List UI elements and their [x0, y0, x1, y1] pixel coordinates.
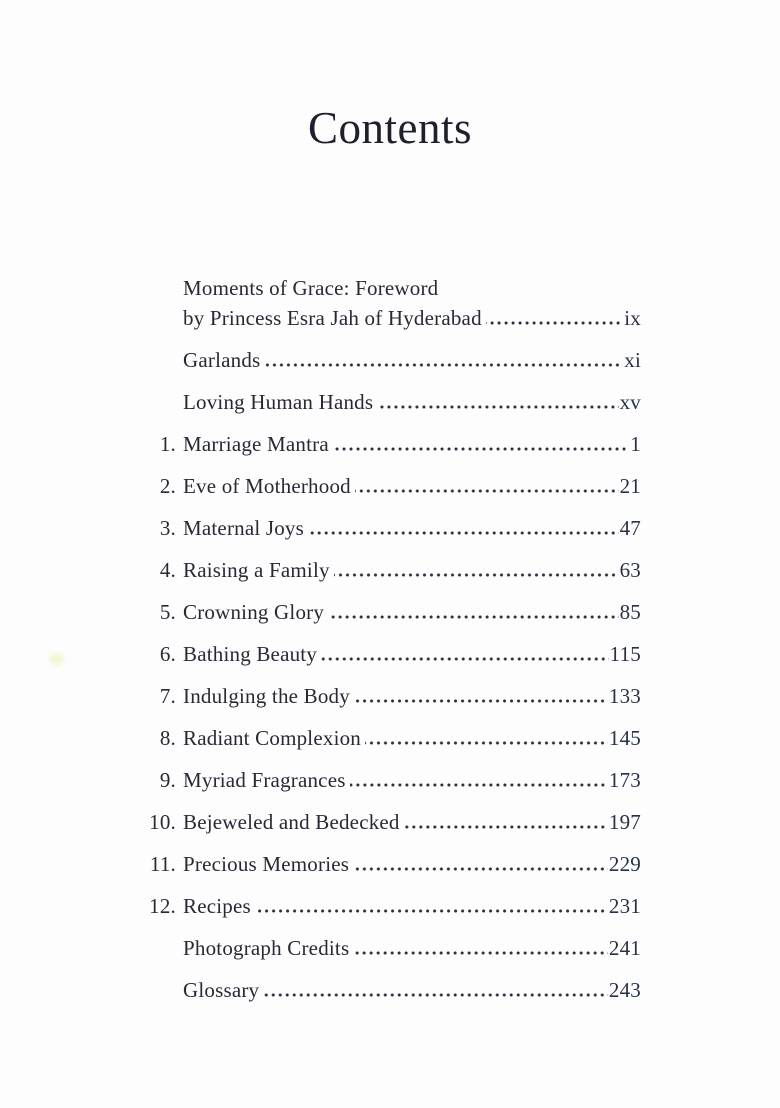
toc-entry-label: Garlands: [183, 348, 261, 372]
toc-dot-leader: [328, 615, 619, 619]
toc-entry-label: Photograph Credits: [183, 936, 350, 960]
toc-page-number: xv: [619, 390, 641, 414]
toc-entry-label: Radiant Complexion: [183, 726, 361, 750]
toc-dot-leader: [354, 699, 608, 703]
toc-page-number: 133: [608, 684, 641, 708]
toc-entry-line: [145, 643, 641, 665]
toc-entry: [145, 895, 641, 917]
toc-page-number: 63: [619, 558, 641, 582]
toc-page-number: 145: [608, 726, 641, 750]
toc-entry-label: Crowning Glory: [183, 600, 325, 624]
toc-page-number: 21: [619, 474, 641, 498]
toc-dot-leader: [353, 867, 608, 871]
toc-entry-line: [145, 475, 641, 497]
toc-page-number: xi: [624, 348, 641, 372]
toc-entry-number: 10.: [149, 810, 176, 834]
toc-entry-number: 8.: [159, 726, 176, 750]
toc-dot-leader: [365, 741, 608, 745]
toc-entry-number: 11.: [149, 852, 176, 876]
toc-entry-line: [145, 727, 641, 749]
toc-page-number: 231: [608, 894, 641, 918]
toc-entry: [145, 811, 641, 833]
toc-dot-leader: [404, 825, 608, 829]
toc-entry-line: [145, 853, 641, 875]
toc-page-number: 47: [619, 516, 641, 540]
toc-dot-leader: [263, 993, 608, 997]
toc-entry: [145, 979, 641, 1001]
toc-entry-label: Indulging the Body: [183, 684, 350, 708]
toc-entry-label: Marriage Mantra: [183, 432, 329, 456]
toc-entry-line: [145, 685, 641, 707]
toc-entry-line: [145, 895, 641, 917]
toc-entry-label: Bathing Beauty: [183, 642, 318, 666]
toc-dot-leader: [350, 783, 608, 787]
toc-entry-label: Bejeweled and Bedecked: [183, 810, 400, 834]
toc-entry-label: Glossary: [183, 978, 260, 1002]
toc-dot-leader: [486, 321, 623, 325]
toc-entry-number: 5.: [159, 600, 176, 624]
toc-entry-label: by Princess Esra Jah of Hyderabad: [183, 306, 482, 330]
toc-entry-line: [145, 979, 641, 1001]
toc-entry-number: 9.: [159, 768, 176, 792]
toc-entry-line: [145, 433, 641, 455]
scan-smudge: [46, 650, 68, 668]
toc-entry: [145, 475, 641, 497]
toc-entry: [145, 433, 641, 455]
toc-page-number: 243: [608, 978, 641, 1002]
toc-page-number: 229: [608, 852, 641, 876]
toc-page-number: 85: [619, 600, 641, 624]
toc-dot-leader: [353, 951, 608, 955]
toc-dot-leader: [355, 489, 619, 493]
toc-entry: [145, 277, 641, 329]
toc-dot-leader: [264, 363, 623, 367]
toc-entry: [145, 853, 641, 875]
toc-entry: [145, 769, 641, 791]
toc-entry-number: 4.: [159, 558, 176, 582]
toc-page-number: 197: [608, 810, 641, 834]
toc-entry: [145, 559, 641, 581]
toc-page-number: ix: [624, 306, 641, 330]
page-title: Contents: [307, 103, 472, 153]
toc-entry-line: [145, 937, 641, 959]
toc-entry-number: 1.: [159, 432, 176, 456]
toc-entry-number: 6.: [159, 642, 176, 666]
toc-entry: [145, 349, 641, 371]
toc-entry-label: Eve of Motherhood: [183, 474, 351, 498]
toc-entry: [145, 643, 641, 665]
toc-chapters: [145, 433, 641, 917]
toc-entry-line: [145, 349, 641, 371]
toc-entry-label: Recipes: [183, 894, 251, 918]
toc-entry-label: Maternal Joys: [183, 516, 304, 540]
toc-entry-number: 12.: [149, 894, 176, 918]
toc-entry-number: 7.: [159, 684, 176, 708]
toc-entry: [145, 727, 641, 749]
toc-dot-leader: [321, 657, 609, 661]
toc-dot-leader: [377, 405, 618, 409]
toc-entry-label: Myriad Fragrances: [183, 768, 346, 792]
toc-entry-line: [145, 559, 641, 581]
table-of-contents: [145, 277, 641, 1021]
toc-entry-label: Loving Human Hands: [183, 390, 374, 414]
toc-entry: [145, 391, 641, 413]
toc-entry-number: 3.: [159, 516, 176, 540]
toc-entry-line: [145, 769, 641, 791]
toc-page-number: 241: [608, 936, 641, 960]
toc-entry-line: [145, 391, 641, 413]
toc-entry: [145, 517, 641, 539]
toc-entry-label: Raising a Family: [183, 558, 330, 582]
toc-dot-leader: [334, 573, 619, 577]
toc-entry: [145, 601, 641, 623]
toc-dot-leader: [333, 447, 629, 451]
toc-entry-line: [145, 601, 641, 623]
toc-entry: [145, 685, 641, 707]
toc-dot-leader: [255, 909, 608, 913]
toc-entry-label: Moments of Grace: Foreword: [183, 276, 439, 300]
toc-entry-line: [145, 517, 641, 539]
toc-page-number: 115: [609, 642, 641, 666]
toc-dot-leader: [308, 531, 619, 535]
toc-entry-line: [145, 811, 641, 833]
toc-entry: [145, 937, 641, 959]
toc-front-matter: [145, 277, 641, 413]
toc-entry-line: [145, 307, 641, 329]
toc-back-matter: [145, 937, 641, 1001]
toc-page-number: 1: [630, 432, 641, 456]
toc-page-number: 173: [608, 768, 641, 792]
toc-entry-number: 2.: [159, 474, 176, 498]
toc-entry-label: Precious Memories: [183, 852, 350, 876]
toc-entry-preline: [145, 277, 641, 299]
